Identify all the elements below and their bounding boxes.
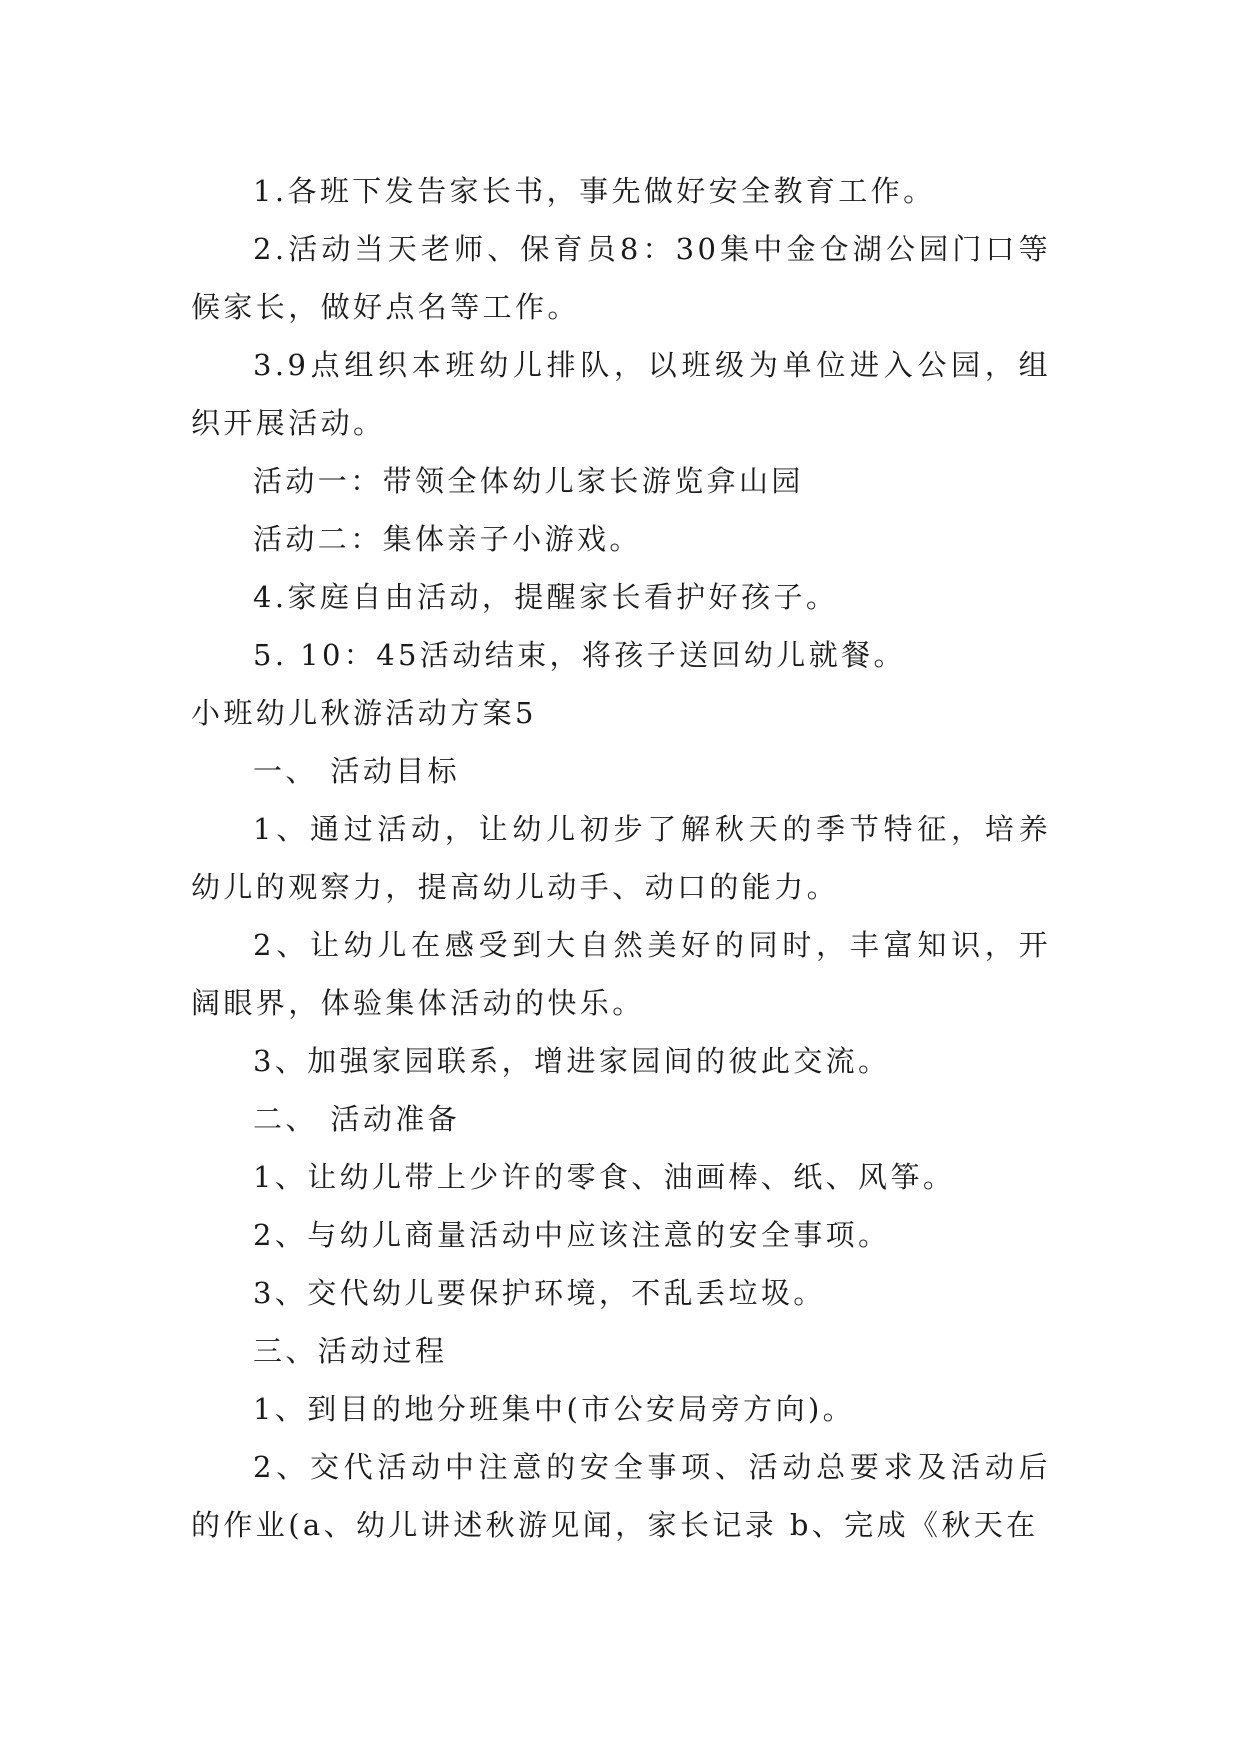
paragraph: 2、与幼儿商量活动中应该注意的安全事项。 [253,1218,891,1252]
paragraph: 1.各班下发告家长书，事先做好安全教育工作。 [253,174,936,208]
paragraph: 1、通过活动，让幼儿初步了解秋天的季节特征，培养幼儿的观察力，提高幼儿动手、动口的能力。 [191,812,1051,904]
paragraph: 活动二：集体亲子小游戏。 [253,522,642,556]
paragraph: 1、到目的地分班集中(市公安局旁方向)。 [253,1392,856,1426]
paragraph: 3、加强家园联系，增进家园间的彼此交流。 [253,1044,891,1078]
heading-preparation: 二、 活动准备 [253,1102,461,1136]
paragraph: 3.9点组织本班幼儿排队，以班级为单位进入公园，组织开展活动。 [191,348,1051,440]
heading-objectives: 一、 活动目标 [253,754,461,788]
paragraph: 4.家庭自由活动，提醒家长看护好孩子。 [253,580,839,614]
document-body [191,162,1051,1554]
paragraph: 3、交代幼儿要保护环境，不乱丢垃圾。 [253,1276,826,1310]
paragraph: 2、让幼儿在感受到大自然美好的同时，丰富知识，开阔眼界，体验集体活动的快乐。 [191,928,1051,1020]
paragraph: 1、让幼儿带上少许的零食、油画棒、纸、风筝。 [253,1160,956,1194]
paragraph: 5. 10：45活动结束，将孩子送回幼儿就餐。 [253,638,906,672]
paragraph: 2、交代活动中注意的安全事项、活动总要求及活动后的作业(a、幼儿讲述秋游见闻，家长记录 b、完成《秋天在 [191,1450,1051,1542]
paragraph: 2.活动当天老师、保育员8：30集中金仓湖公园门口等候家长，做好点名等工作。 [191,232,1051,324]
section-title: 小班幼儿秋游活动方案5 [191,696,537,730]
paragraph: 活动一：带领全体幼儿家长游览弇山园 [253,464,804,498]
heading-process: 三、活动过程 [253,1334,448,1368]
